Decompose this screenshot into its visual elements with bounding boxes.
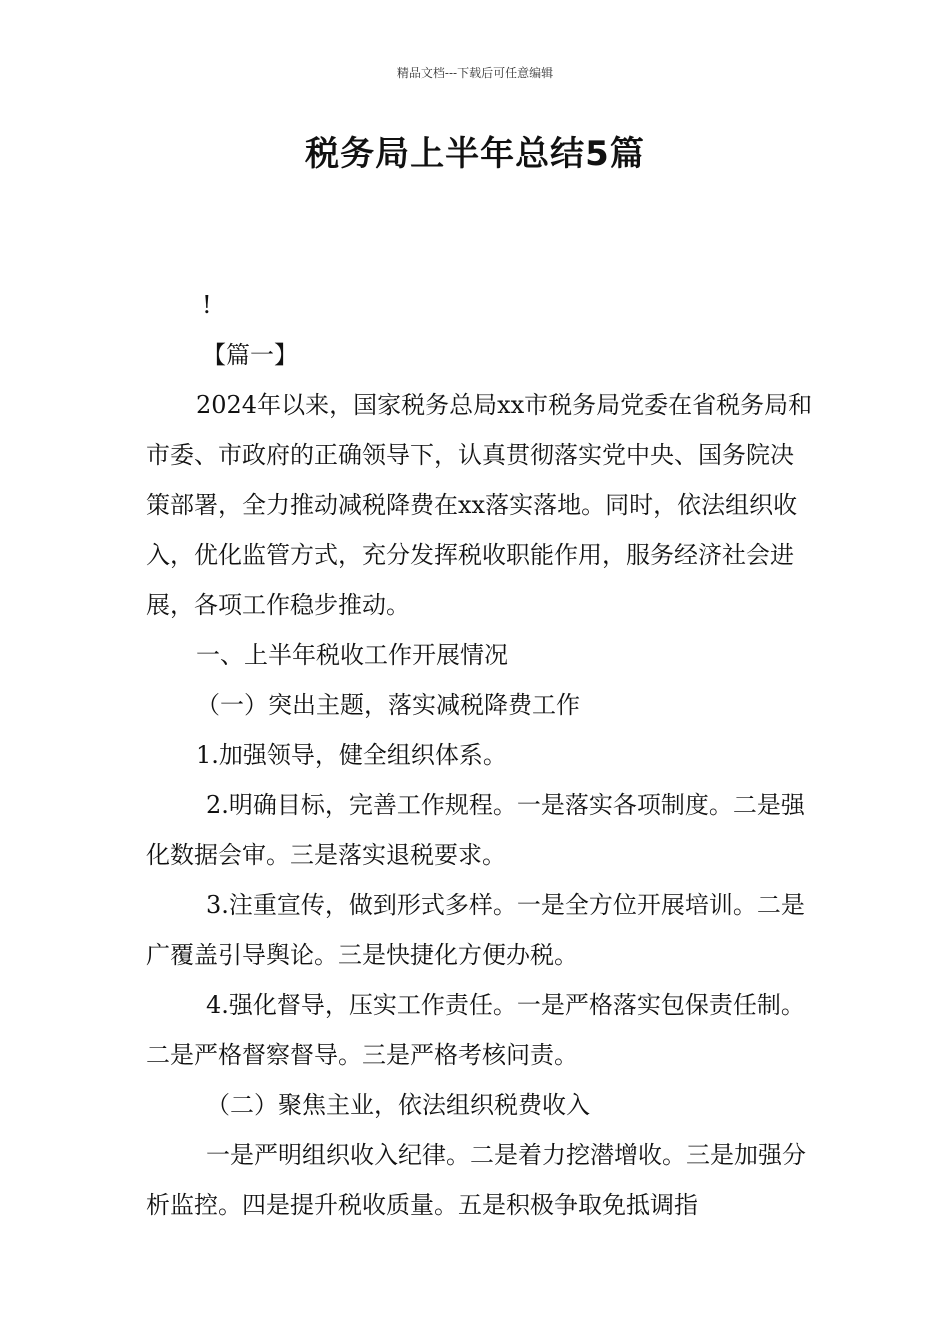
document-title: 税务局上半年总结5篇 — [305, 134, 645, 174]
list-item-1: 1.加强领导，健全组织体系。 — [196, 741, 507, 769]
heading-first-half-work: 一、上半年税收工作开展情况 — [196, 641, 508, 669]
paragraph-revenue: 一是严明组织收入纪律。二是着力挖潜增收。三是加强分析监控。四是提升税收质量。五是积极争取免抵调指 — [146, 1141, 806, 1219]
paragraph-intro: 2024年以来，国家税务总局xx市税务局党委在省税务局和市委、市政府的正确领导下，认真贯彻落实党中央、国务院决策部署，全力推动减税降费在xx落实落地。同时，依法组织收入，优化监管方式，充分发挥税收职能作用，服务经济社会进展，各项工作稳步推动。 — [146, 391, 813, 619]
paragraph-exclamation: ! — [202, 291, 212, 319]
document-body — [146, 280, 816, 1230]
list-item-3: 3.注重宣传，做到形式多样。一是全方位开展培训。二是广覆盖引导舆论。三是快捷化方便办税。 — [146, 891, 805, 969]
subheading-revenue: （二）聚焦主业，依法组织税费收入 — [206, 1091, 590, 1119]
list-item-2: 2.明确目标，完善工作规程。一是落实各项制度。二是强化数据会审。三是落实退税要求。 — [146, 791, 805, 869]
section-heading-part-one: 【篇一】 — [202, 341, 298, 369]
header-note: 精品文档---下载后可任意编辑 — [396, 66, 554, 80]
subheading-tax-reduction: （一）突出主题，落实减税降费工作 — [196, 691, 580, 719]
list-item-4: 4.强化督导，压实工作责任。一是严格落实包保责任制。二是严格督察督导。三是严格考核问责。 — [146, 991, 805, 1069]
